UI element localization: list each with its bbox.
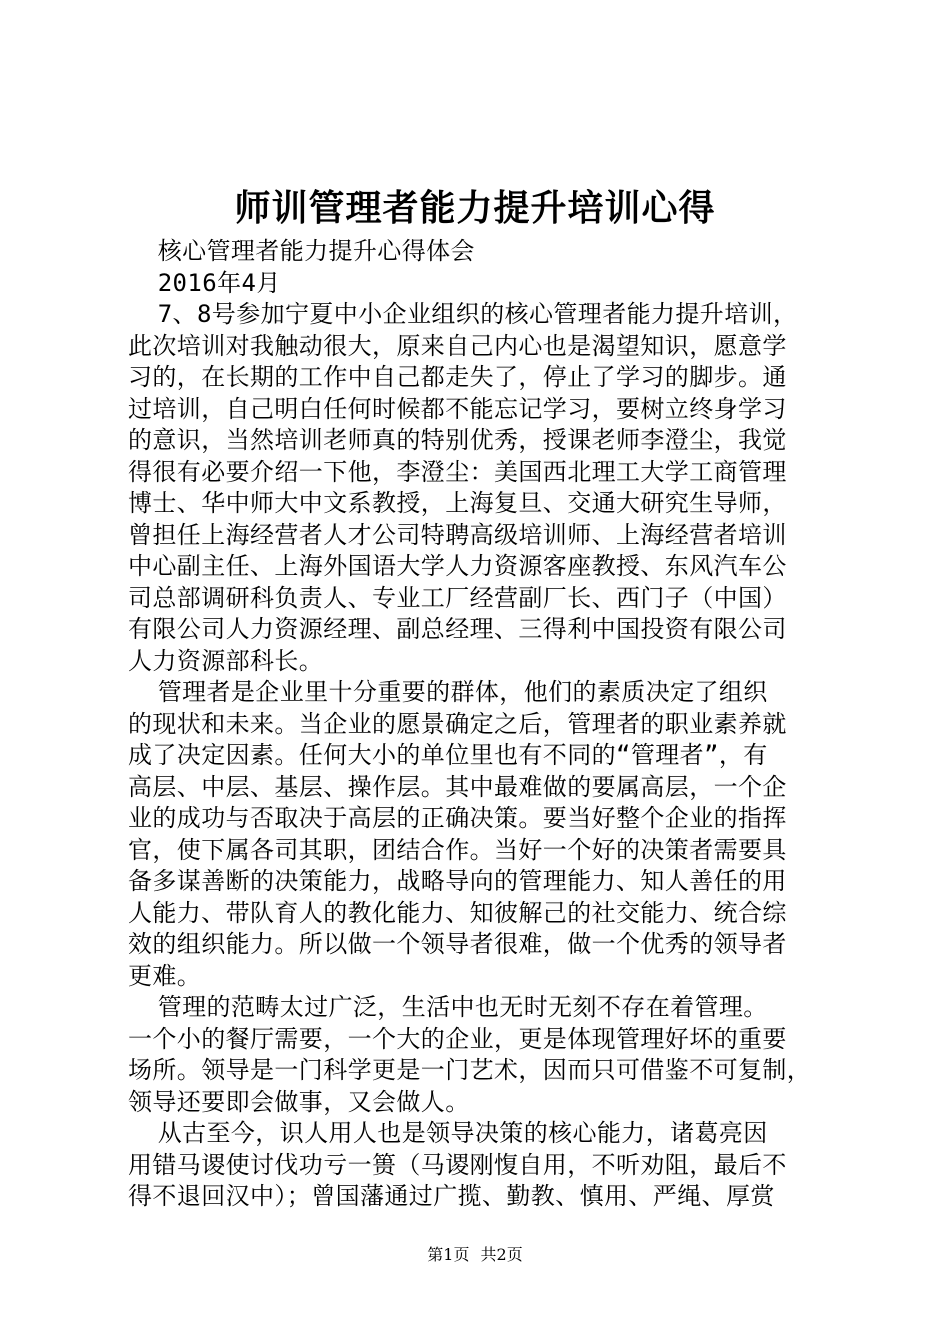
text-line: 此次培训对我触动很大，原来自己内心也是渴望知识，愿意学 bbox=[128, 331, 787, 360]
text-line: 从古至今，识人用人也是领导决策的核心能力，诸葛亮因 bbox=[128, 1119, 768, 1147]
page-number: 第1页 bbox=[427, 1245, 470, 1264]
text-line: 人力资源部科长。 bbox=[128, 646, 324, 675]
text-line: 7、8号参加宁夏中小企业组织的核心管理者能力提升培训， bbox=[128, 300, 798, 328]
document-body bbox=[128, 236, 828, 1213]
page-total: 共2页 bbox=[480, 1245, 523, 1264]
text-line: 核心管理者能力提升心得体会 bbox=[128, 237, 475, 265]
text-line: 高层、中层、基层、操作层。其中最难做的要属高层，一个企 bbox=[128, 772, 787, 801]
text-line: 习的，在长期的工作中自己都走失了，停止了学习的脚步。通 bbox=[128, 363, 787, 391]
text-line: 业的成功与否取决于高层的正确决策。要当好整个企业的指挥 bbox=[128, 804, 787, 832]
text-line: 一个小的餐厅需要，一个大的企业，更是体现管理好坏的重要 bbox=[128, 1024, 787, 1053]
text-line: 人能力、带队育人的教化能力、知彼解己的社交能力、统合综 bbox=[128, 898, 787, 927]
text-line: 管理者是企业里十分重要的群体，他们的素质决定了组织 bbox=[128, 678, 768, 706]
text-line: 博士、华中师大中文系教授，上海复旦、交通大研究生导师， bbox=[128, 489, 787, 517]
text-line: 场所。领导是一门科学更是一门艺术，因而只可借鉴不可复制， bbox=[128, 1056, 812, 1084]
text-line: 司总部调研科负责人、专业工厂经营副厂长、西门子（中国） bbox=[128, 583, 787, 612]
text-line: 有限公司人力资源经理、副总经理、三得利中国投资有限公司 bbox=[128, 615, 787, 643]
page-footer bbox=[0, 1245, 950, 1265]
text-line: 得很有必要介绍一下他，李澄尘：美国西北理工大学工商管理 bbox=[128, 457, 787, 486]
text-line: 过培训，自己明白任何时候都不能忘记学习，要树立终身学习 bbox=[128, 394, 787, 423]
text-line: 效的组织能力。所以做一个领导者很难，做一个优秀的领导者 bbox=[128, 930, 787, 958]
text-line: 领导还要即会做事，又会做人。 bbox=[128, 1087, 470, 1116]
text-line: 用错马谡使讨伐功亏一篑（马谡刚愎自用，不听劝阻，最后不 bbox=[128, 1150, 787, 1179]
text-line: 管理的范畴太过广泛，生活中也无时无刻不存在着管理。 bbox=[128, 993, 768, 1021]
text-line: 曾担任上海经营者人才公司特聘高级培训师、上海经营者培训 bbox=[128, 520, 787, 549]
text-line: 官，使下属各司其职，团结合作。当好一个好的决策者需要具 bbox=[128, 835, 787, 864]
text-line: 得不退回汉中）；曾国藩通过广揽、勤教、慎用、严绳、厚赏 bbox=[128, 1182, 775, 1210]
text-line: 成了决定因素。任何大小的单位里也有不同的“管理者”，有 bbox=[128, 741, 768, 769]
text-line: 备多谋善断的决策能力，战略导向的管理能力、知人善任的用 bbox=[128, 867, 787, 895]
text-line: 的现状和未来。当企业的愿景确定之后，管理者的职业素养就 bbox=[128, 709, 787, 738]
document-title: 师训管理者能力提升培训心得 bbox=[234, 187, 716, 229]
text-line: 的意识，当然培训老师真的特别优秀，授课老师李澄尘，我觉 bbox=[128, 426, 787, 454]
text-line: 更难。 bbox=[128, 961, 202, 990]
text-line: 中心副主任、上海外国语大学人力资源客座教授、东风汽车公 bbox=[128, 552, 787, 580]
text-line: 2016年4月 bbox=[128, 268, 281, 297]
